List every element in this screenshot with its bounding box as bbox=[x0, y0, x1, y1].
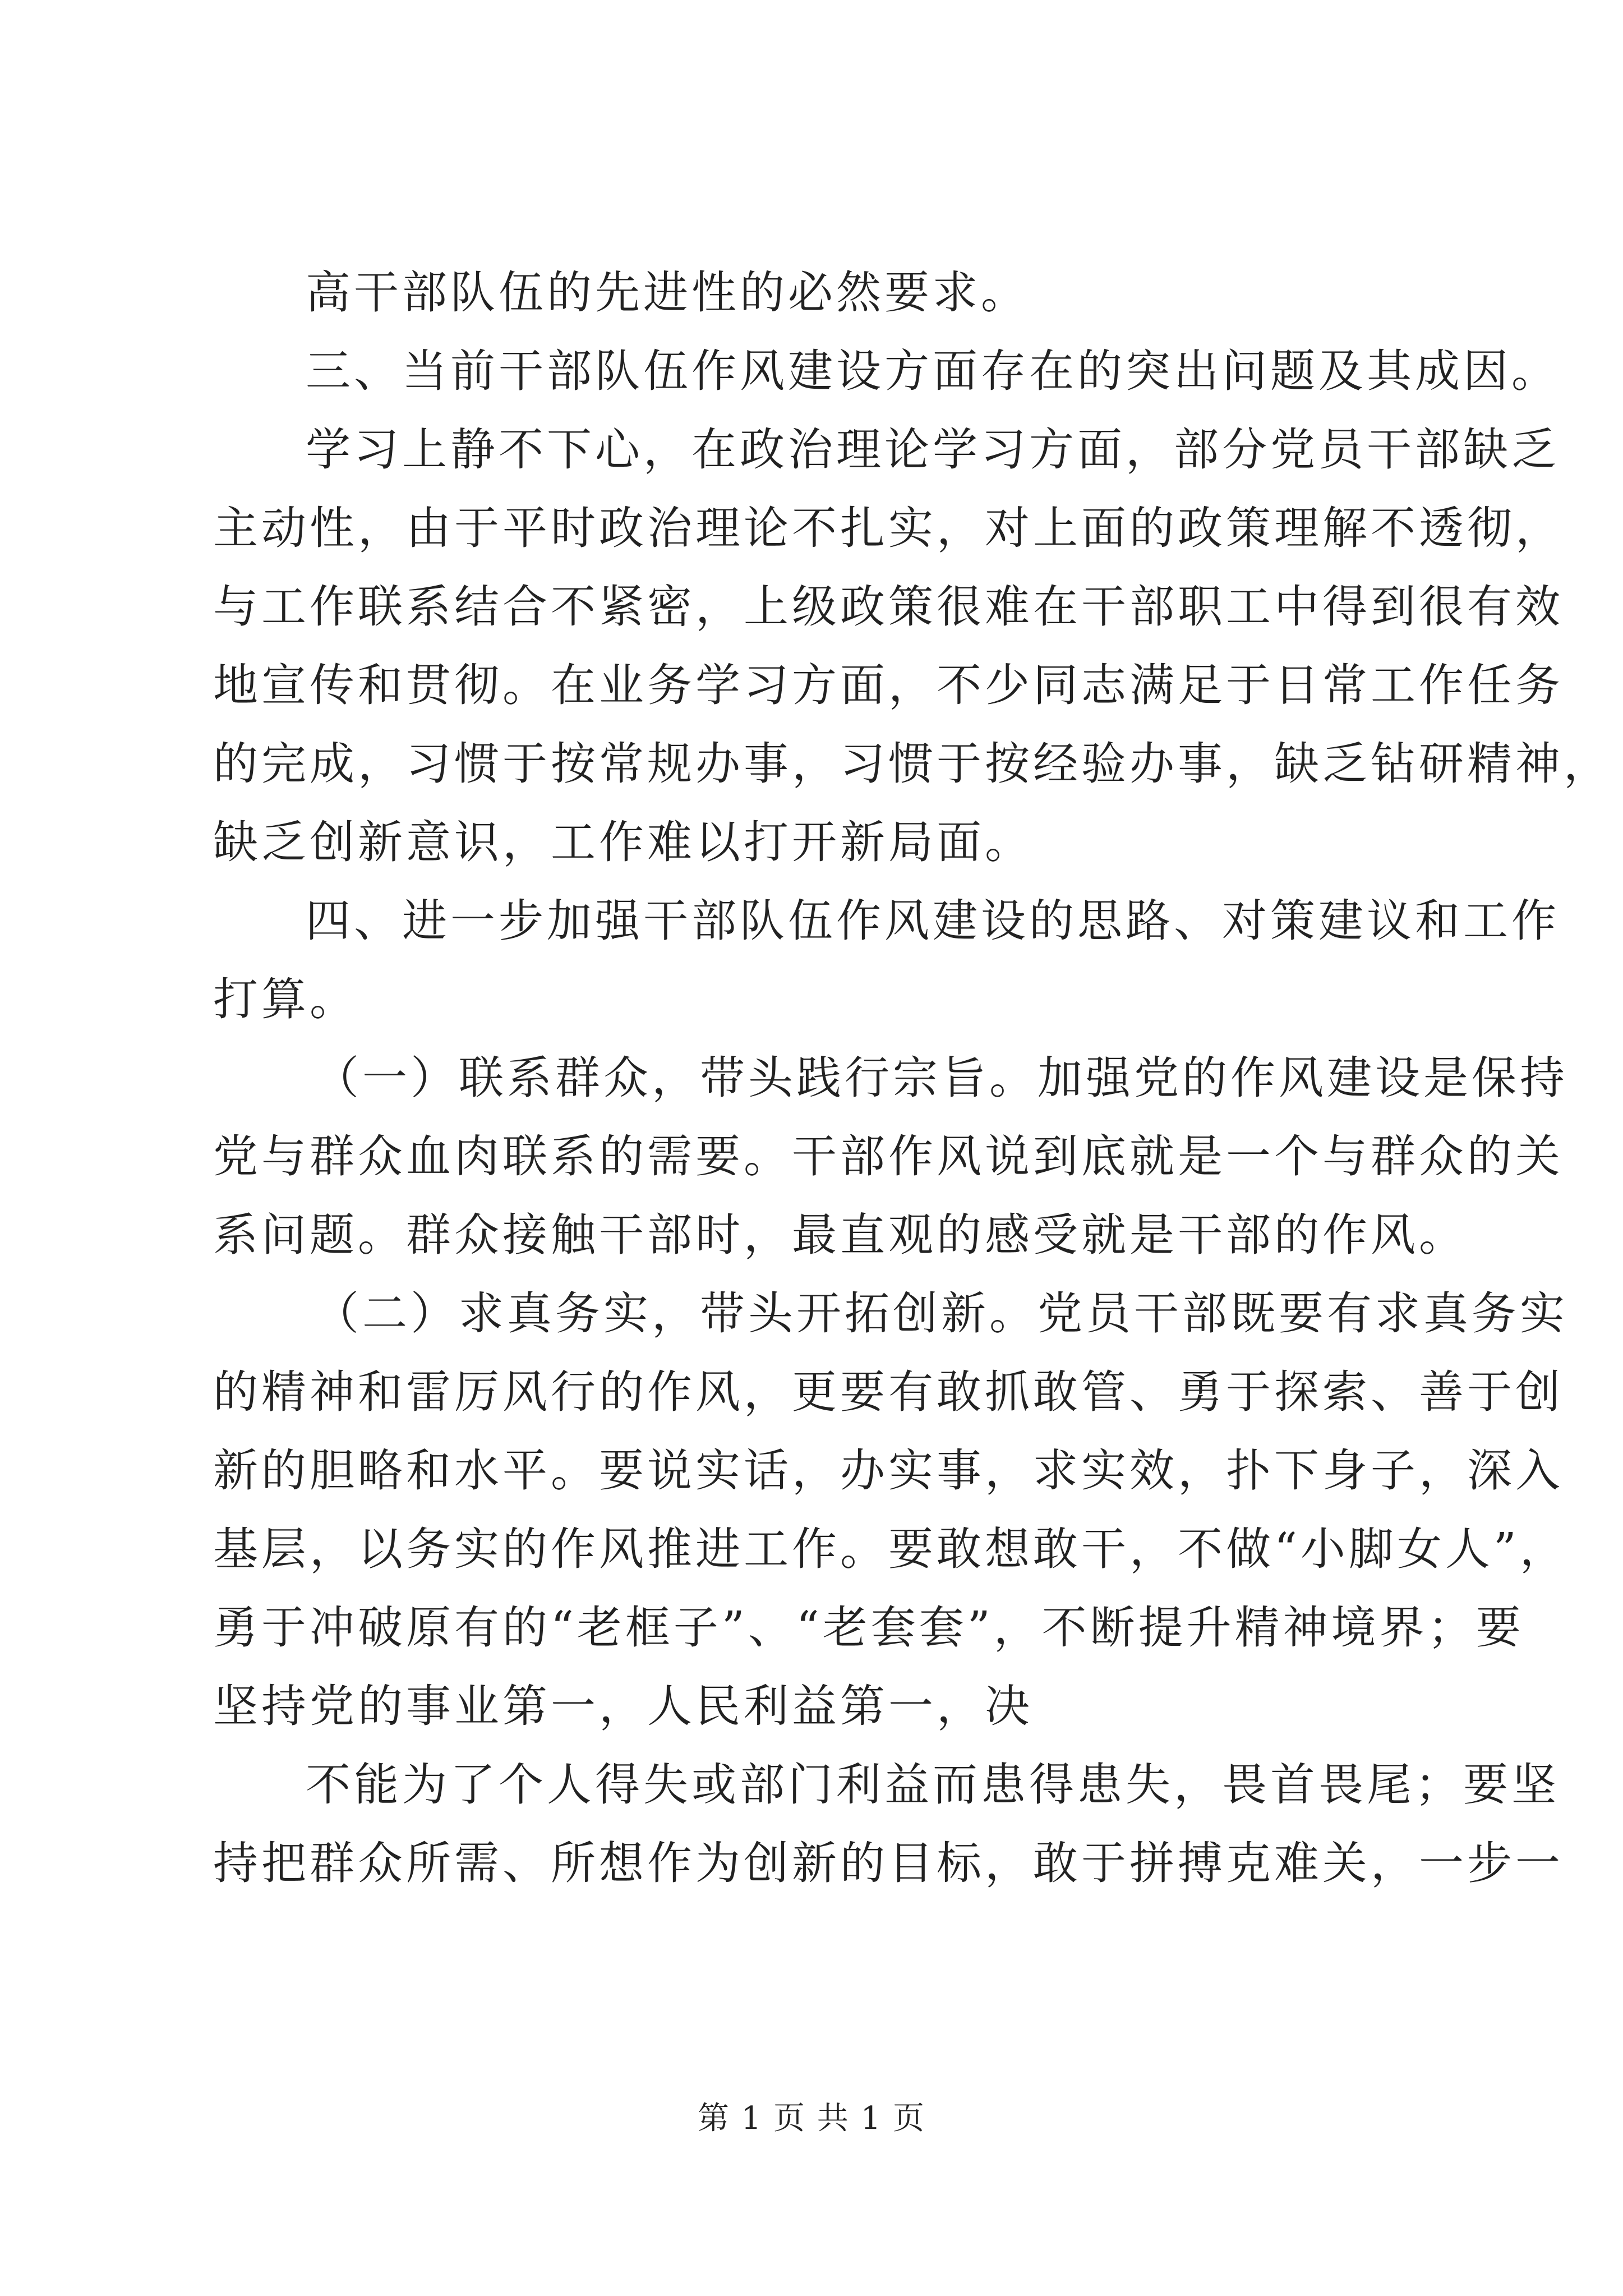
page-footer: 第 1 页 共 1 页 bbox=[697, 2100, 926, 2137]
document-page: 高干部队伍的先进性的必然要求。 三、当前干部队伍作风建设方面存在的突出问题及其成因。 学习上静不下心，在政治理论学习方面，部分党员干部缺乏 主动性，由于平时政治理论不扎实，对上面的政策理解不透彻， 与工作联系结合不紧密，上级政策很难在干部职工中得到很有效 地宣传和贯彻。在业务学习方面，不少同志满足于日常工作任务 的完成，习惯于按常规办事，习惯于按经验办事，缺乏钻研精神， 缺乏创新意识，工作难以打开新局面。 四、进一步加强干部队伍作风建设的思路、对策建议和工作 打算。 （一）联系群众，带头践行宗旨。加强党的作风建设是保持 党与群众血肉联系的需要。干部作风说到底就是一个与群众的关 系问题。群众接触干部时，最直观的感受就是干部的作风。 （二）求真务实，带头开拓创新。党员干部既要有求真务实 的精神和雷厉风行的作风，更要有敢抓敢管、勇于探索、善于创 新的胆略和水平。要说实话，办实事，求实效，扑下身子，深入 基层，以务实的作风推进工作。要敢想敢干，不做“小脚女人”， 勇于冲破原有的“老框子”、“老套套”，不断提升精神境界；要 坚持党的事业第一，人民利益第一，决 不能为了个人得失或部门利益而患得患失，畏首畏尾；要坚 持把群众所需、所想作为创新的目标，敢于拼搏克难关，一步一 第 1 页 共 1 页 bbox=[0, 0, 1623, 2296]
